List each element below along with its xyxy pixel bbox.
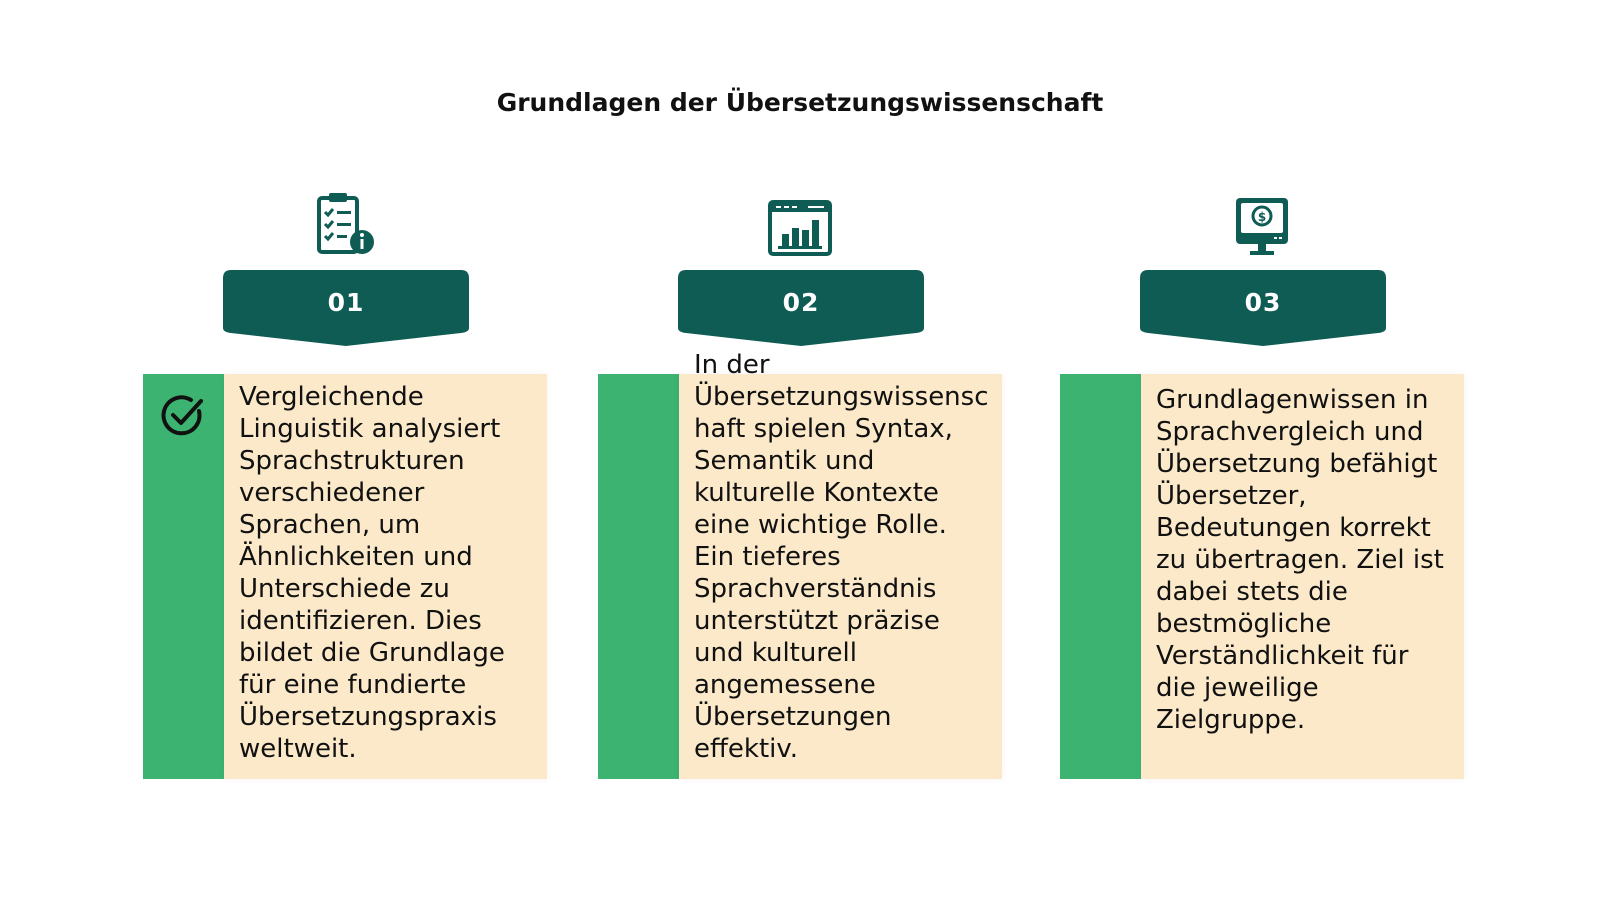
step-number: 03: [1244, 288, 1282, 317]
step-badge-3: [1140, 270, 1386, 346]
svg-text:$: $: [1257, 210, 1267, 224]
step-description: Vergleichende Linguistik analysiert Sprachstrukturen verschiedener Sprachen, um Ähnlichkeiten und Unterschiede zu identifizieren. Dies bildet die Grundlage für eine fundierte Übersetzungspraxis weltweit.: [239, 382, 505, 764]
clipboard-checklist-info-icon: [313, 190, 377, 258]
step-badge-2: [678, 270, 924, 346]
monitor-dollar-icon: [1230, 192, 1294, 260]
step-column-3: [1060, 0, 1464, 900]
step-badge-1: [223, 270, 469, 346]
browser-bar-chart-icon: [768, 194, 832, 262]
check-circle-icon: [161, 394, 205, 438]
step-number: 01: [327, 288, 365, 317]
step-column-1: [143, 0, 547, 900]
step-number: 02: [782, 288, 820, 317]
step-column-2: [598, 0, 1002, 900]
step-description: In der Übersetzungswissenschaft spielen Syntax, Semantik und kulturelle Kontexte eine wichtige Rolle. Ein tieferes Sprachverständnis unterstützt präzise und kulturell angemessene Übersetzungen effektiv.: [694, 350, 989, 764]
card-accent-strip: [1060, 374, 1141, 779]
page-title: Grundlagen der Übersetzungswissenschaft: [496, 88, 1104, 117]
card-accent-strip: [598, 374, 679, 779]
step-description: Grundlagenwissen in Sprachvergleich und Übersetzung befähigt Übersetzer, Bedeutungen korrekt zu übertragen. Ziel ist dabei stets die bestmögliche Verständlichkeit für die jeweilige Zielgruppe.: [1156, 385, 1444, 735]
